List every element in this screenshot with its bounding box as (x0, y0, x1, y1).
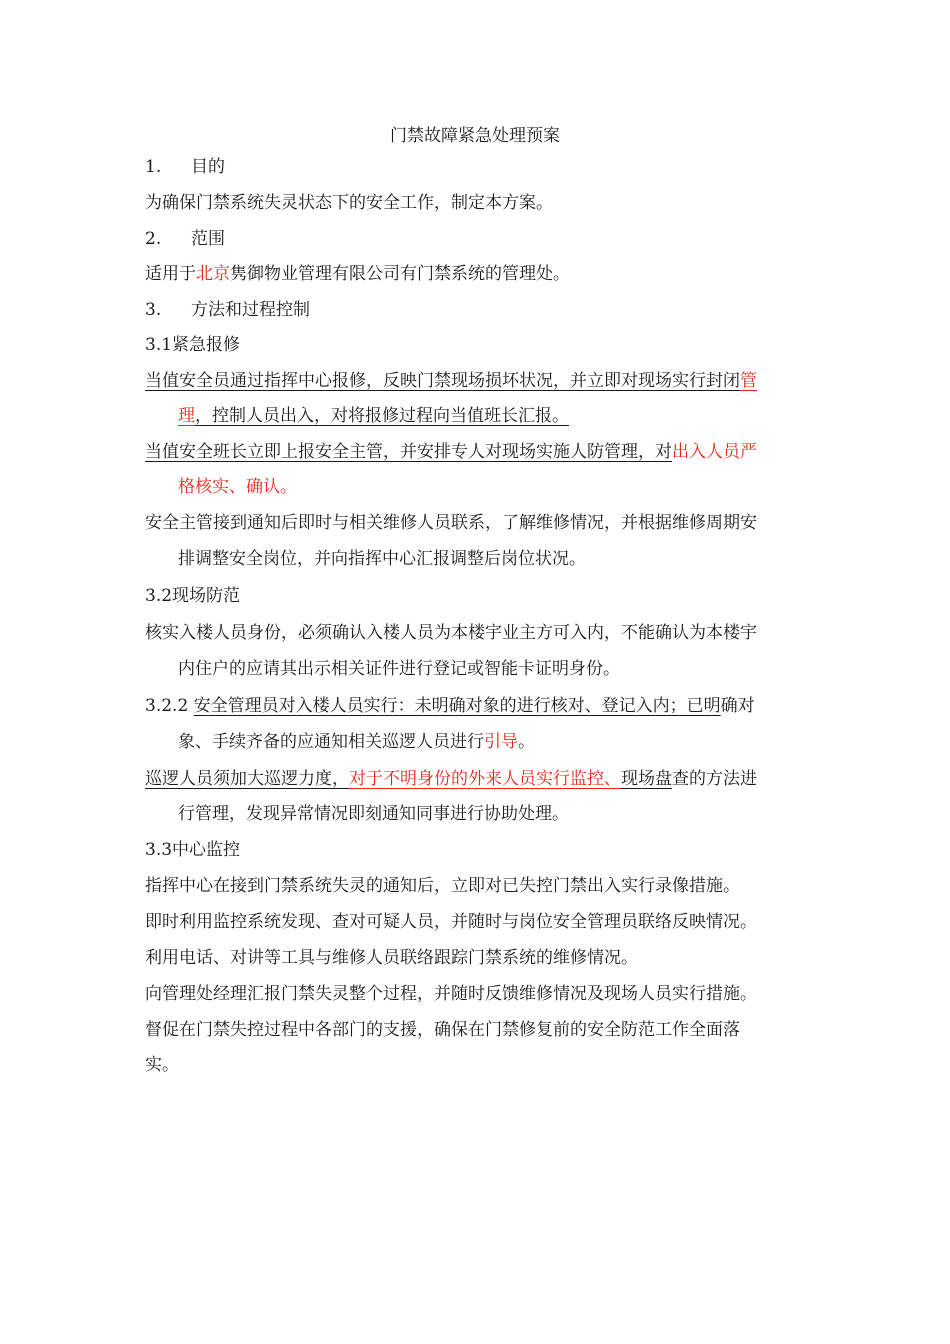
document-title: 门禁故障紧急处理预案 (390, 126, 560, 146)
text-run: 隽御物业管理有限公司有门禁系统的管理处。 (230, 264, 570, 284)
text-run: 。 (518, 732, 535, 752)
paragraph-3-3-line-6: 实。 (145, 1055, 179, 1075)
paragraph-3-2-3-line-2: 行管理，发现异常情况即刻通知同事进行协助处理。 (178, 804, 569, 824)
section-3-2-heading: 3.2现场防范 (145, 586, 241, 606)
section-1-title: 目的 (191, 157, 225, 177)
underlined-run: 当值安全员通过指挥中心报修，反映门禁现场损坏状况，并立即对现场实行封闭 (145, 371, 740, 391)
section-3-1-heading: 3.1紧急报修 (145, 335, 241, 355)
paragraph-3-3-line-2: 即时利用监控系统发现、查对可疑人员，并随时与岗位安全管理员联络反映情况。 (145, 912, 757, 932)
section-3-3-heading: 3.3中心监控 (145, 840, 241, 860)
highlight-run: 出入人员严 (672, 442, 757, 462)
section-2-heading (145, 227, 225, 251)
section-1-heading (145, 155, 225, 179)
highlight-run: 理 (178, 406, 195, 426)
underlined-run: 安全管理员对入楼人员实行：未明确对象的进行核对、登记入内；已明 (193, 696, 721, 716)
paragraph-3-3-line-5: 督促在门禁失控过程中各部门的支援，确保在门禁修复前的安全防范工作全面落 (145, 1020, 740, 1040)
paragraph-3-1-1-line-1 (145, 369, 757, 393)
section-2-title: 范围 (191, 229, 225, 249)
paragraph-3-3-line-1: 指挥中心在接到门禁系统失灵的通知后，立即对已失控门禁出入实行录像措施。 (145, 876, 740, 896)
paragraph-3-1-1-line-2 (178, 404, 569, 428)
paragraph-3-1-2-line-1 (145, 440, 757, 464)
highlight-run: 引导 (484, 732, 518, 752)
paragraph-3-2-2-line-1 (145, 694, 755, 718)
paragraph-3-1-2-line-2: 格核实、确认。 (178, 477, 297, 497)
underlined-run: 现场盘 (621, 769, 672, 789)
section-3-title: 方法和过程控制 (191, 300, 310, 320)
text-run: 查的方法进 (672, 769, 757, 789)
section-1-number: 1. (145, 157, 162, 177)
highlight-run: 管 (740, 371, 757, 391)
underlined-run: ，控制人员出入，对将报修过程向当值班长汇报。 (195, 406, 569, 426)
paragraph-3-1-3-line-1: 安全主管接到通知后即时与相关维修人员联系，了解维修情况，并根据维修周期安 (145, 513, 757, 533)
section-3-number: 3. (145, 300, 162, 320)
underlined-run: 巡逻人员须加大巡逻力度， (145, 769, 349, 789)
highlight-run: 北京 (196, 264, 230, 284)
paragraph-3-3-line-3: 利用电话、对讲等工具与维修人员联络跟踪门禁系统的维修情况。 (145, 948, 638, 968)
paragraph-3-3-line-4: 向管理处经理汇报门禁失灵整个过程，并随时反馈维修情况及现场人员实行措施。 (145, 984, 757, 1004)
paragraph-3-2-1-line-1: 核实入楼人员身份，必须确认入楼人员为本楼宇业主方可入内，不能确认为本楼宇 (145, 623, 757, 643)
paragraph-3-1-3-line-2: 排调整安全岗位，并向指挥中心汇报调整后岗位状况。 (178, 549, 586, 569)
section-2-text (145, 262, 570, 286)
text-run: 象、手续齐备的应通知相关巡逻人员进行 (178, 732, 484, 752)
paragraph-3-2-1-line-2: 内住户的应请其出示相关证件进行登记或智能卡证明身份。 (178, 659, 620, 679)
section-1-text: 为确保门禁系统失灵状态下的安全工作，制定本方案。 (145, 193, 553, 213)
paragraph-3-2-3-line-1 (145, 767, 757, 791)
highlight-run: 对于不明身份的外来人员实行监控、 (349, 769, 621, 789)
text-run: 确对 (720, 696, 755, 716)
paragraph-3-2-2-line-2 (178, 730, 535, 754)
clause-number: 3.2.2 (145, 696, 189, 716)
text-run: 适用于 (145, 264, 196, 284)
section-3-heading (145, 298, 310, 322)
underlined-run: 当值安全班长立即上报安全主管，并安排专人对现场实施人防管理，对 (145, 442, 672, 462)
section-2-number: 2. (145, 229, 162, 249)
